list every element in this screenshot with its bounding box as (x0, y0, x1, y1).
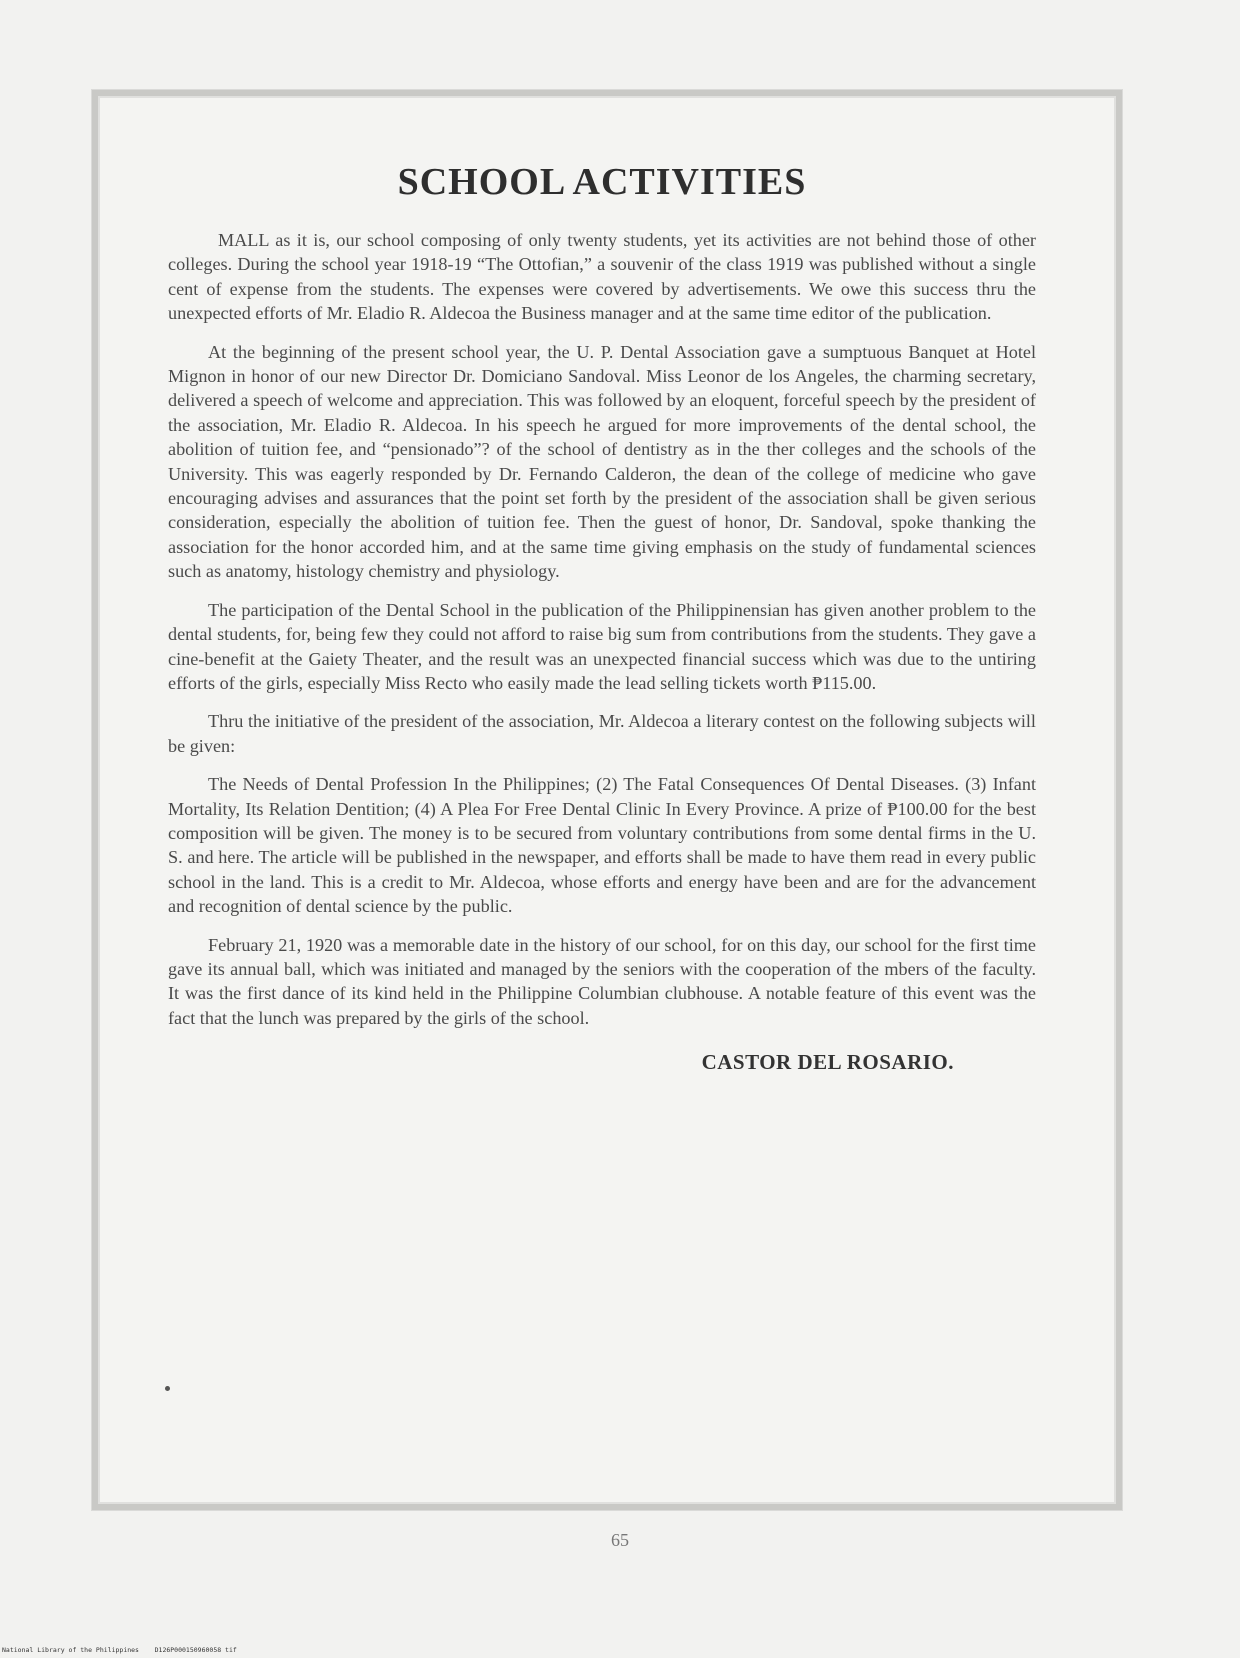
article-body (168, 160, 1036, 1075)
scan-source-note: National Library of the Philippines D126P000150960058 tif (2, 1646, 237, 1654)
page-number: 65 (611, 1530, 629, 1550)
page-title: SCHOOL ACTIVITIES (397, 161, 807, 203)
paragraph-3: The participation of the Dental School in the publication of the Philippinensian has given another problem to the dental students, for, being few they could not afford to raise big sum from contributions from the students. They gave a cine-benefit at the Gaiety Theater, and the result was an unexpected financial success which was due to the untiring efforts of the girls, especially Miss Recto who easily made the lead selling tickets worth ₱115.00. (168, 599, 1036, 693)
paragraph-5: The Needs of Dental Profession In the Philippines; (2) The Fatal Consequences Of Dental Diseases. (3) Infant Mortality, Its Relation Dentition; (4) A Plea For Free Dental Clinic In Every Province. A prize of ₱100.00 for the best composition will be given. The money is to be secured from voluntary contributions from some dental firms in the U. S. and here. The article will be published in the newspaper, and efforts shall be made to have them read in every public school in the land. This is a credit to Mr. Aldecoa, whose efforts and energy have been and are for the advancement and recognition of dental science by the public. (168, 774, 1036, 917)
paragraph-4: Thru the initiative of the president of the association, Mr. Aldecoa a literary contest on the following subjects will be given: (168, 711, 1036, 756)
author-signature: CASTOR DEL ROSARIO. (701, 1050, 954, 1075)
margin-dot-mark (165, 1386, 170, 1391)
paragraph-2: At the beginning of the present school year, the U. P. Dental Association gave a sumptuous Banquet at Hotel Mignon in honor of our new Director Dr. Domiciano Sandoval. Miss Leonor de los Angeles, the charming secretary, delivered a speech of welcome and appreciation. This was followed by an eloquent, forceful speech by the president of the association, Mr. Eladio R. Aldecoa. In his speech he argued for more improvements of the dental school, the abolition of tuition fee, and “pensionado”? of the school of dentistry as in the ther colleges and the schools of the University. This was eagerly responded by Dr. Fernando Calderon, the dean of the college of medicine who gave encouraging advises and assurances that the point set forth by the president of the association shall be given serious consideration, especially the abolition of tuition fee. Then the guest of honor, Dr. Sandoval, spoke thanking the association for the honor accorded him, and at the same time giving emphasis on the study of fundamental sciences such as anatomy, histology chemistry and physiology. (168, 341, 1036, 582)
paragraph-6: February 21, 1920 was a memorable date in the history of our school, for on this day, our school for the first time gave its annual ball, which was initiated and managed by the seniors with the cooperation of the mbers of the faculty. It was the first dance of its kind held in the Philippine Columbian clubhouse. A notable feature of this event was the fact that the lunch was prepared by the girls of the school. (168, 934, 1036, 1028)
paragraph-1: MALL as it is, our school composing of only twenty students, yet its activities are not behind those of other colleges. During the school year 1918-19 “The Ottofian,” a souvenir of the class 1919 was published without a single cent of expense from the students. The expenses were covered by advertisements. We owe this success thru the unexpected efforts of Mr. Eladio R. Aldecoa the Business manager and at the same time editor of the publication. (168, 230, 1036, 324)
